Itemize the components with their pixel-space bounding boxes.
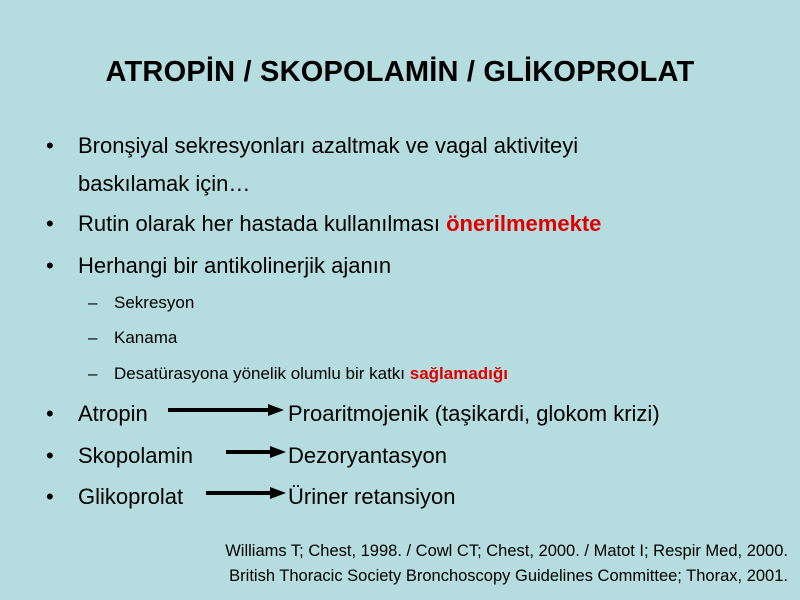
bullet-marker: •	[46, 484, 54, 509]
sub-bullet-2: Kanama	[114, 328, 178, 347]
bullet-1-line-1: Bronşiyal sekresyonları azaltmak ve vagal aktiviteyi	[78, 133, 579, 158]
drug-effect-glikoprolat: Üriner retansiyon	[288, 484, 456, 509]
bullet-marker: •	[46, 211, 54, 236]
reference-line-1: Williams T; Chest, 1998. / Cowl CT; Chest, 2000. / Matot I; Respir Med, 2000.	[225, 542, 788, 560]
drug-name-atropin: Atropin	[78, 401, 148, 426]
drug-name-glikoprolat: Glikoprolat	[78, 484, 184, 509]
drug-effect-skopolamin: Dezoryantasyon	[288, 443, 447, 468]
sub-bullet-3-highlight: sağlamadığı	[409, 364, 509, 383]
bullet-marker: •	[46, 133, 54, 158]
bullet-2	[78, 206, 601, 242]
bullet-marker: •	[46, 443, 54, 468]
bullet-1-line-2: baskılamak için…	[78, 171, 251, 196]
sub-bullet-dash: –	[88, 293, 98, 312]
bullet-2-highlight: önerilmemekte	[446, 211, 602, 236]
drug-name-skopolamin: Skopolamin	[78, 443, 193, 468]
sub-bullet-dash: –	[88, 364, 98, 383]
arrow-right-icon	[166, 402, 288, 418]
reference-line-2: British Thoracic Society Bronchoscopy Guidelines Committee; Thorax, 2001.	[229, 567, 788, 585]
sub-bullet-1: Sekresyon	[114, 293, 195, 312]
slide-title: ATROPİN / SKOPOLAMİN / GLİKOPROLAT	[105, 56, 695, 88]
bullet-3: Herhangi bir antikolinerjik ajanın	[78, 253, 392, 278]
bullet-marker: •	[46, 253, 54, 278]
bullet-marker: •	[46, 401, 54, 426]
sub-bullet-3	[114, 362, 508, 386]
sub-bullet-dash: –	[88, 328, 98, 347]
sub-bullet-3-text: Desatürasyona yönelik olumlu bir katkı	[114, 364, 410, 383]
bullet-2-text: Rutin olarak her hastada kullanılması	[78, 211, 447, 236]
drug-effect-atropin: Proaritmojenik (taşikardi, glokom krizi)	[288, 401, 660, 426]
arrow-right-icon	[224, 444, 290, 460]
arrow-right-icon	[204, 485, 290, 501]
